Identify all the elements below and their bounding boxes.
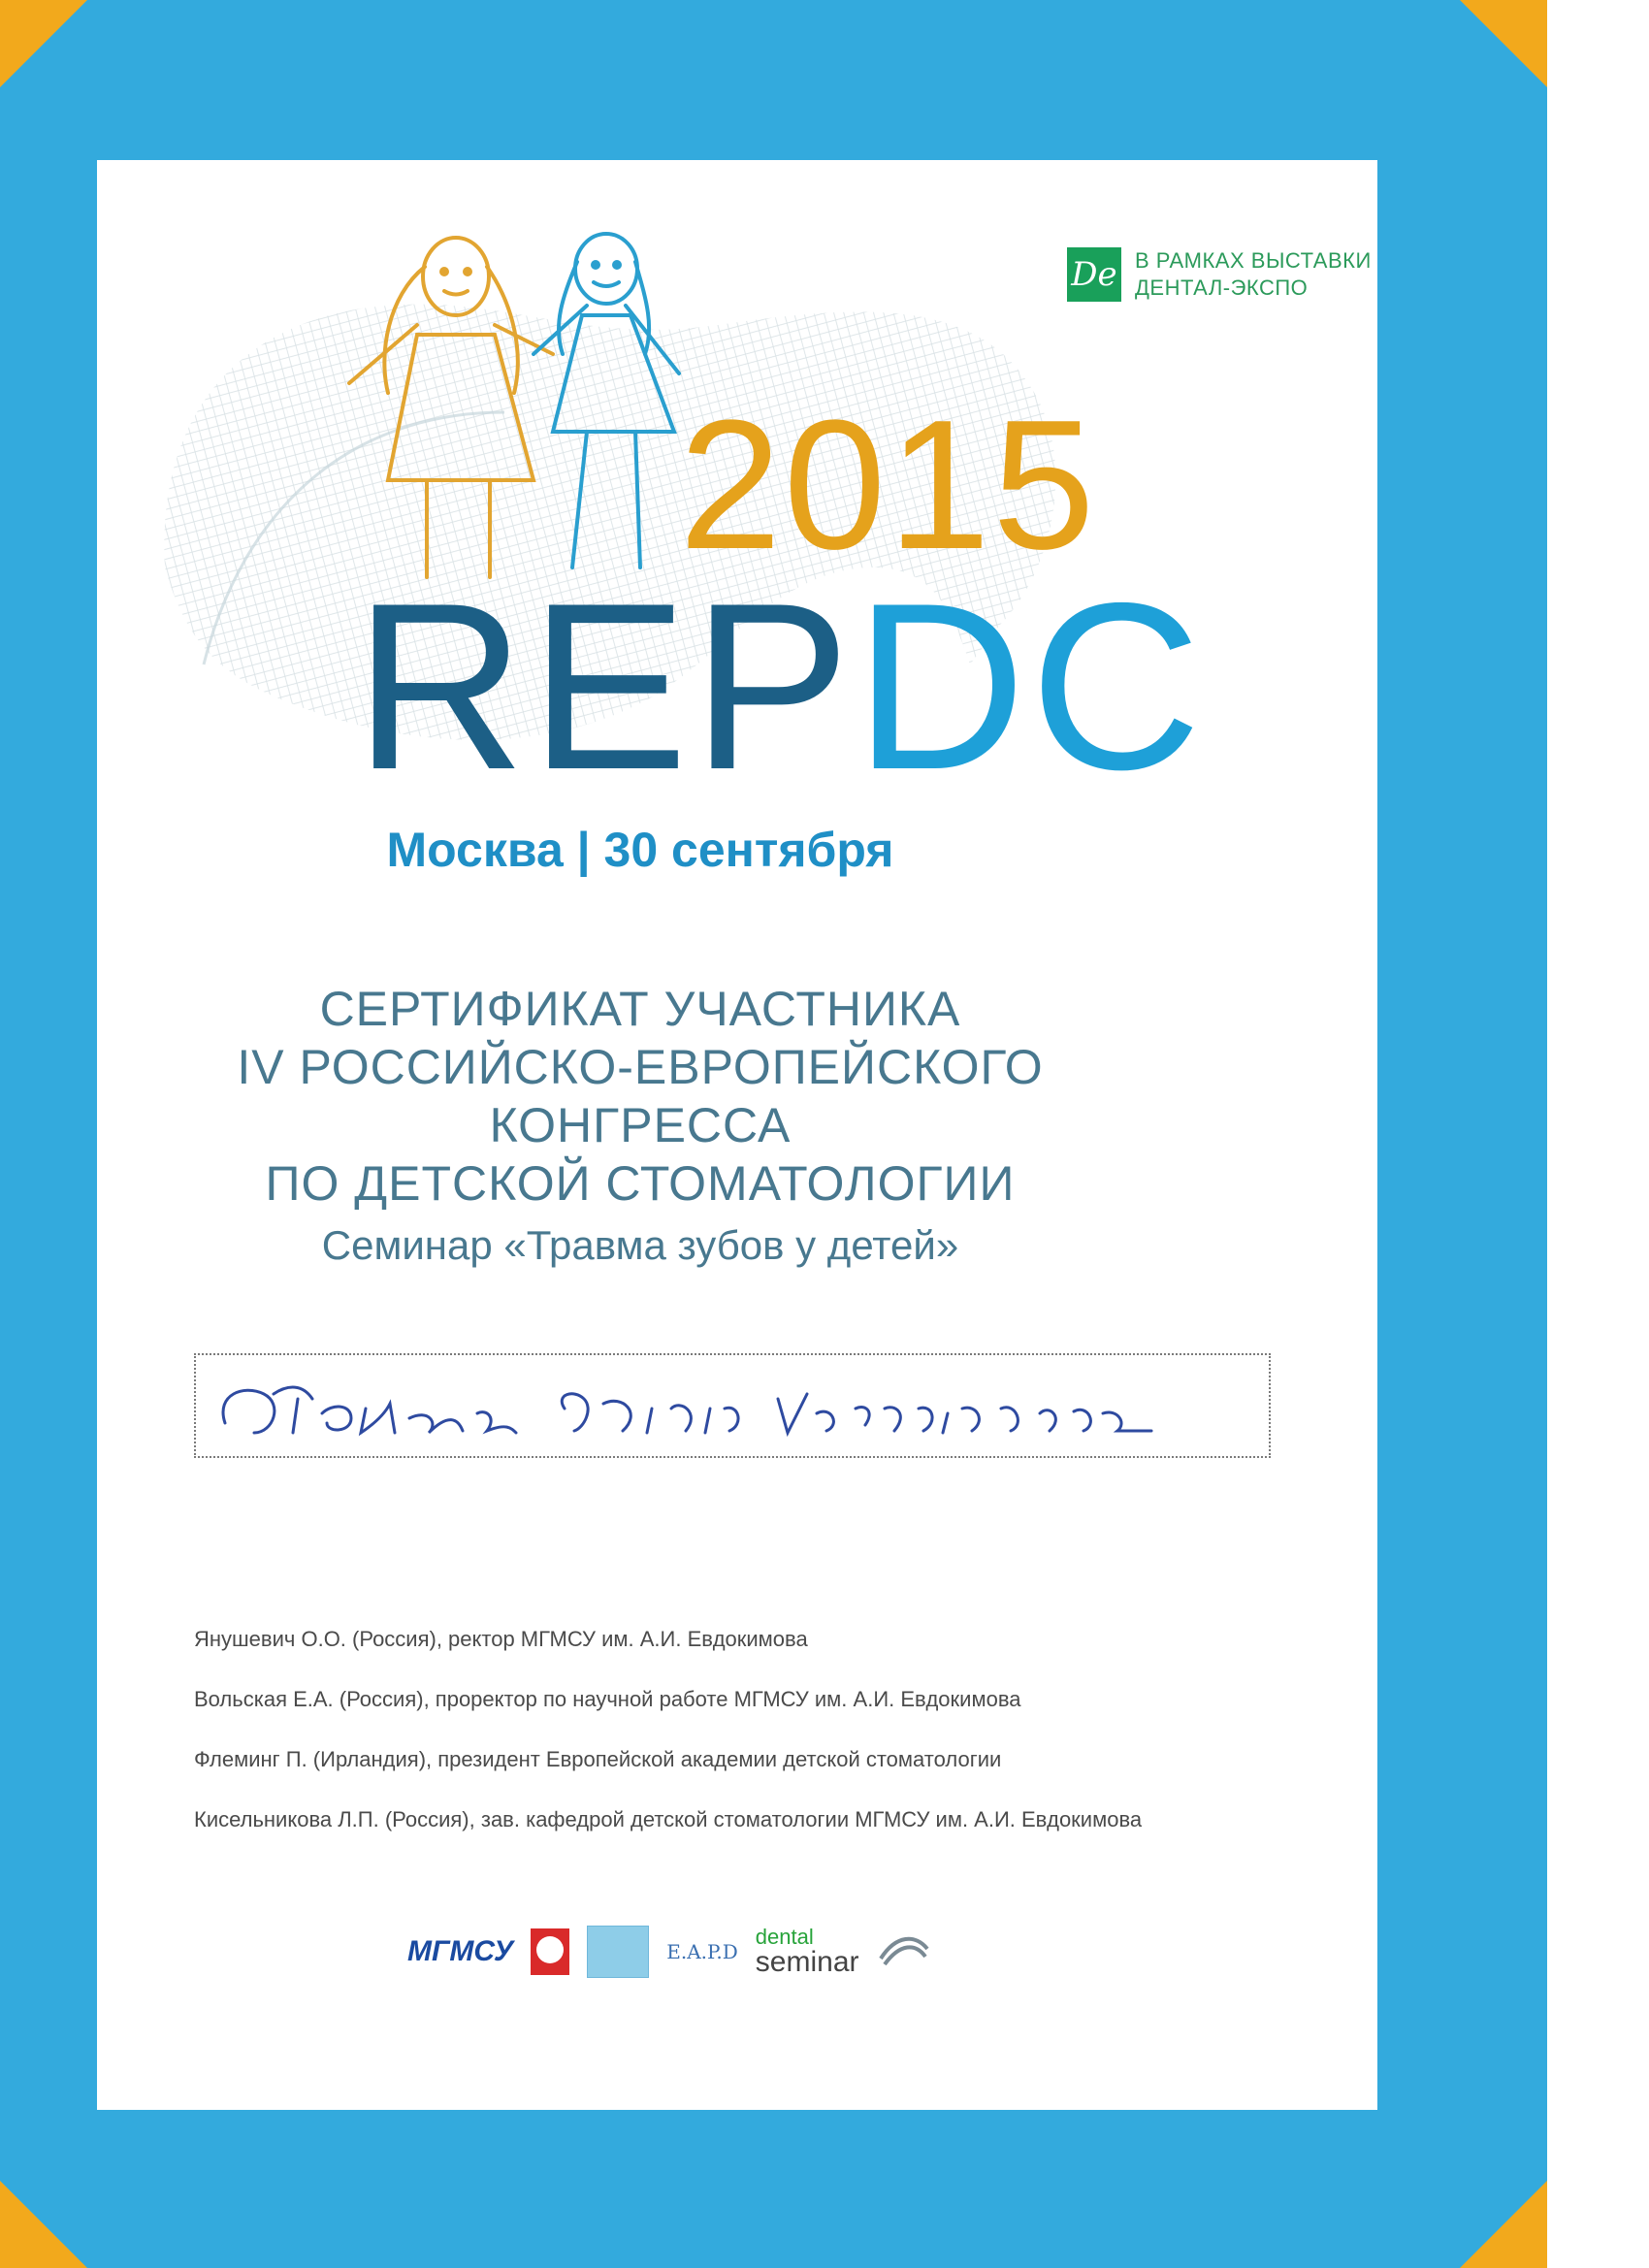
association-logo [531,1928,569,1975]
signatory-department-head: Кисельникова Л.П. (Россия), зав. кафедрой детской стоматологии МГМСУ им. А.И. Евдокимова [194,1807,1143,1831]
event-brand [354,553,1206,819]
dental-seminar-bottom: seminar [755,1946,859,1978]
frame-corner-bottom-left [0,2181,87,2268]
seminar-title: Семинар «Травма зубов у детей» [321,1222,959,1268]
partner-logos [407,1926,931,1978]
dental-expo-mark [1067,247,1372,302]
participant-handwritten-name [196,1355,1273,1460]
certificate-titles [97,980,1183,1275]
congress-title: IV РОССИЙСКО-ЕВРОПЕЙСКОГО КОНГРЕССА [237,1040,1044,1152]
signatory-eapd-president: Флеминг П. (Ирландия), президент Европейской академии детской стоматологии [194,1747,1002,1771]
dental-expo-line1: В РАМКАХ ВЫСТАВКИ [1135,248,1372,273]
participant-name-box [194,1353,1271,1458]
dental-expo-text [1135,247,1372,302]
event-year: 2015 [679,382,1097,588]
frame-corner-top-right [1460,0,1547,87]
event-brand-dark: REP [354,553,855,819]
mgmsu-logo: МГМСУ [407,1935,514,1967]
certificate-title: СЕРТИФИКАТ УЧАСТНИКА [319,982,961,1036]
signatories-list [194,1625,1142,1865]
frame-corner-bottom-right [1460,2181,1547,2268]
dental-seminar-top: dental [755,1925,814,1949]
dental-seminar-logo [756,1927,859,1977]
event-city-date: Москва | 30 сентября [386,823,894,877]
frame-corner-top-left [0,0,87,87]
certificate-paper [97,160,1377,2110]
society-logo [877,1929,931,1974]
dental-expo-logo: De [1067,247,1121,302]
event-brand-light: DC [854,553,1206,819]
congress-subtitle: ПО ДЕТСКОЙ СТОМАТОЛОГИИ [265,1156,1016,1211]
eapd-logo: E.A.P.D [666,1940,738,1963]
congress-logo [587,1926,649,1978]
dental-expo-line2: ДЕНТАЛ-ЭКСПО [1135,275,1309,300]
signatory-rector: Янушевич О.О. (Россия), ректор МГМСУ им. А.И. Евдокимова [194,1627,808,1651]
signatory-vice-rector: Вольская Е.А. (Россия), проректор по научной работе МГМСУ им. А.И. Евдокимова [194,1687,1021,1711]
